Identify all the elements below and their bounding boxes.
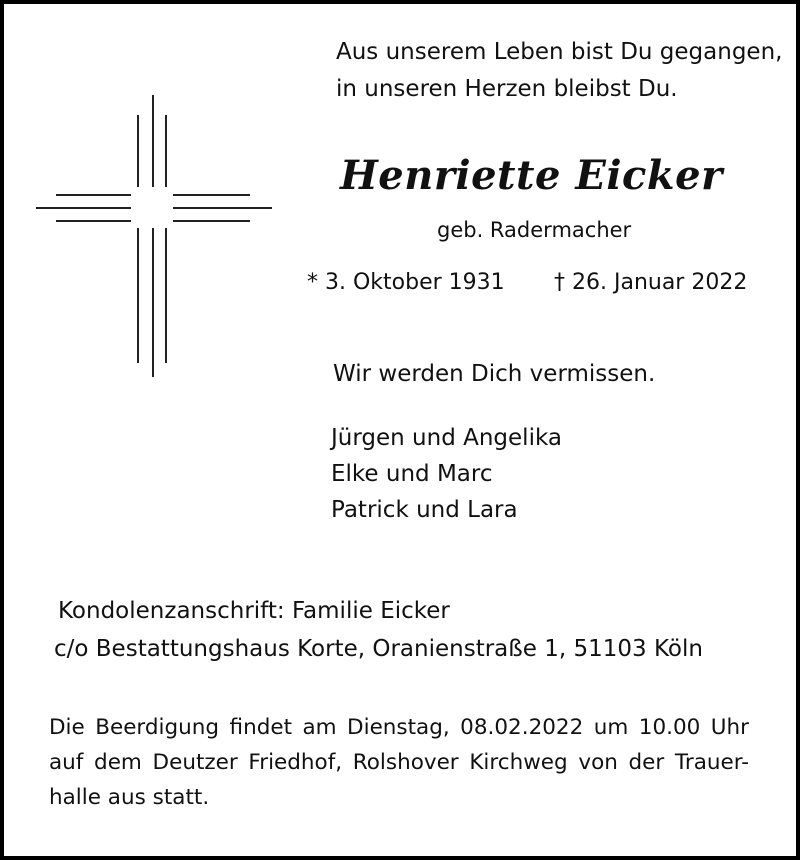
quote-line: Aus unserem Leben bist Du gegangen,	[336, 39, 783, 65]
family-list	[331, 420, 562, 528]
funeral-line: halle aus statt.	[49, 785, 210, 810]
farewell-message: Wir werden Dich vermissen.	[333, 361, 656, 387]
family-member: Jürgen und Angelika	[331, 425, 562, 451]
deceased-name: Henriette Eicker	[340, 152, 723, 199]
maiden-name: geb. Radermacher	[437, 218, 632, 242]
family-member: Elke und Marc	[331, 461, 493, 487]
death-date: † 26. Januar 2022	[554, 270, 748, 295]
funeral-line: auf dem Deutzer Friedhof, Rolshover Kirchweg von der Trauer-	[49, 750, 749, 775]
funeral-line: Die Beerdigung findet am Dienstag, 08.02.2022 um 10.00 Uhr	[49, 715, 749, 740]
cross-icon	[36, 95, 276, 385]
family-member: Patrick und Lara	[331, 497, 518, 523]
funeral-info	[49, 710, 749, 815]
quote-line: in unseren Herzen bleibst Du.	[336, 76, 678, 102]
condolence-address-line: c/o Bestattungshaus Korte, Oranienstraße 1, 51103 Köln	[54, 636, 703, 662]
memorial-quote	[336, 34, 782, 108]
birth-date: * 3. Oktober 1931	[307, 270, 505, 295]
condolence-address-line: Kondolenzanschrift: Familie Eicker	[58, 598, 450, 624]
